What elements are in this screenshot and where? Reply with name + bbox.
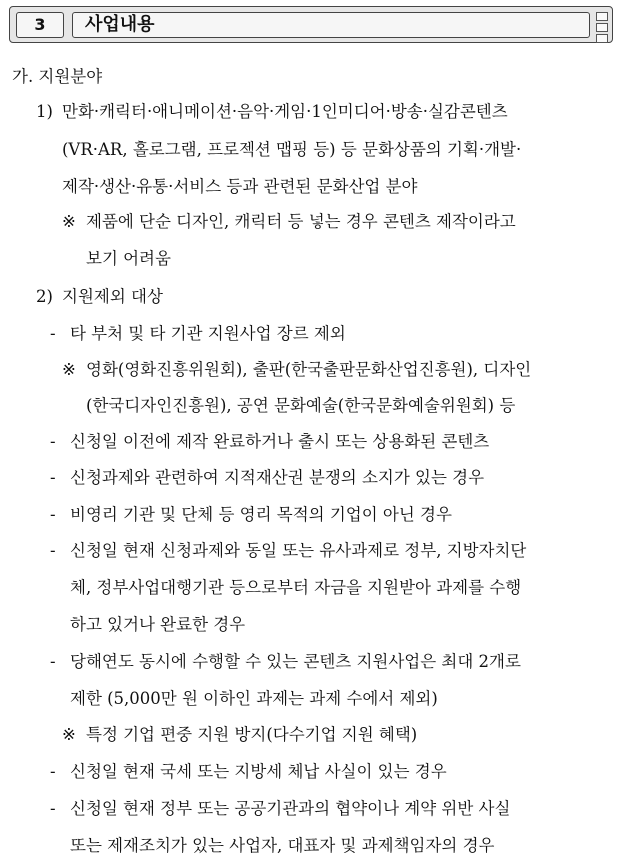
item-1-line: 만화·캐릭터·애니메이션·음악·게임·1인미디어·방송·실감콘텐츠 (62, 102, 508, 121)
bullet-line: 타 부처 및 타 기관 지원사업 장르 제외 (70, 324, 346, 343)
item-1-line: (VR·AR, 홀로그램, 프로젝션 맵핑 등) 등 문화상품의 기획·개발· (62, 140, 522, 159)
bullet-line: 제한 (5,000만 원 이하인 과제는 과제 수에서 제외) (70, 689, 438, 708)
subsection-title: 가. 지원분야 (12, 67, 103, 86)
section-number: 3 (16, 12, 64, 38)
section-title-box: 사업내용 (72, 12, 590, 38)
item-2-label: 2) (36, 287, 53, 306)
note-mark: ※ (62, 725, 76, 744)
bullet-line: 신청일 이전에 제작 완료하거나 출시 또는 상용화된 콘텐츠 (70, 432, 490, 451)
bullet-line: 비영리 기관 및 단체 등 영리 목적의 기업이 아닌 경우 (70, 505, 452, 524)
header-decoration (596, 12, 608, 39)
dash-mark: - (50, 541, 56, 560)
note-mark: ※ (62, 360, 76, 379)
note-line: (한국디자인진흥원), 공연 문화예술(한국문화예술위원회) 등 (86, 396, 516, 415)
bullet-line: 또는 제재조치가 있는 사업자, 대표자 및 과제책임자의 경우 (70, 836, 495, 855)
bullet-line: 체, 정부사업대행기관 등으로부터 자금을 지원받아 과제를 수행 (70, 578, 522, 597)
note-mark: ※ (62, 212, 76, 231)
bullet-line: 하고 있거나 완료한 경우 (70, 615, 246, 634)
dash-mark: - (50, 799, 56, 818)
note-line: 보기 어려움 (86, 249, 171, 268)
item-1-label: 1) (36, 102, 53, 121)
note-line: 영화(영화진흥위원회), 출판(한국출판문화산업진흥원), 디자인 (86, 360, 532, 379)
bullet-line: 당해연도 동시에 수행할 수 있는 콘텐츠 지원사업은 최대 2개로 (70, 652, 521, 671)
bullet-line: 신청일 현재 정부 또는 공공기관과의 협약이나 계약 위반 사실 (70, 799, 511, 818)
section-header (9, 6, 613, 43)
bullet-line: 신청과제와 관련하여 지적재산권 분쟁의 소지가 있는 경우 (70, 468, 485, 487)
dash-mark: - (50, 762, 56, 781)
dash-mark: - (50, 652, 56, 671)
bullet-line: 신청일 현재 신청과제와 동일 또는 유사과제로 정부, 지방자치단 (70, 541, 527, 560)
dash-mark: - (50, 468, 56, 487)
item-1-line: 제작·생산·유통·서비스 등과 관련된 문화산업 분야 (62, 177, 418, 196)
note-line: 특정 기업 편중 지원 방지(다수기업 지원 혜택) (86, 725, 418, 744)
dash-mark: - (50, 505, 56, 524)
dash-mark: - (50, 324, 56, 343)
item-2-title: 지원제외 대상 (62, 287, 163, 306)
bullet-line: 신청일 현재 국세 또는 지방세 체납 사실이 있는 경우 (70, 762, 447, 781)
note-line: 제품에 단순 디자인, 캐릭터 등 넣는 경우 콘텐츠 제작이라고 (86, 212, 516, 231)
dash-mark: - (50, 432, 56, 451)
